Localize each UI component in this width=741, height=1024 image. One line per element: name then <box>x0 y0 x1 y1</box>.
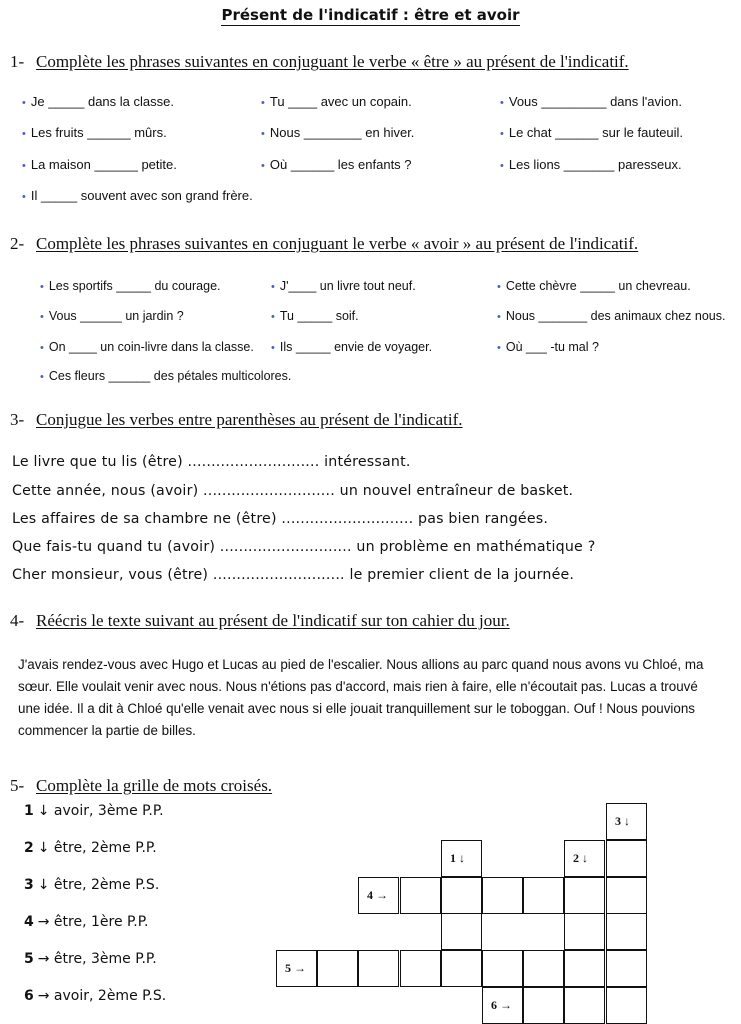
exercise-item: • J'____ un livre tout neuf. <box>271 279 416 293</box>
crossword-cell[interactable] <box>317 950 358 987</box>
crossword-cell[interactable] <box>606 803 647 840</box>
crossword-cell[interactable] <box>441 913 482 950</box>
crossword-cell[interactable] <box>482 877 523 914</box>
crossword-cell-number: 5 → <box>285 961 306 975</box>
crossword-clue: 4 → être, 1ère P.P. <box>24 914 149 930</box>
paragraph-line: une idée. Il a dit à Chloé qu'elle venait avec nous si elle jouait tranquillement sur le toboggan. Ouf ! Nous pouvions <box>18 701 695 716</box>
exercise-item: • Nous ________ en hiver. <box>261 125 415 140</box>
crossword-cell[interactable] <box>564 950 605 987</box>
crossword-cell[interactable] <box>523 877 564 914</box>
exercise-item: • Ils _____ envie de voyager. <box>271 340 433 354</box>
exercise-item: • Les sportifs _____ du courage. <box>40 279 221 293</box>
crossword-cell[interactable] <box>441 877 482 914</box>
crossword-cell[interactable] <box>606 987 647 1024</box>
crossword-clue: 3 ↓ être, 2ème P.S. <box>24 877 160 893</box>
exercise-item: • Ces fleurs ______ des pétales multicolores. <box>40 369 292 383</box>
crossword-clue: 2 ↓ être, 2ème P.P. <box>24 840 157 856</box>
exercise-item: • Le chat ______ sur le fauteuil. <box>500 125 684 140</box>
text-to-rewrite <box>18 654 734 742</box>
crossword-cell[interactable] <box>606 840 647 877</box>
exercise-item: • Les fruits ______ mûrs. <box>22 125 167 140</box>
crossword-cell[interactable] <box>400 950 441 987</box>
crossword-cell[interactable] <box>606 950 647 987</box>
paragraph-line: J'avais rendez-vous avec Hugo et Lucas au pied de l'escalier. Nous allions au parc quand nous avons vu Chloé, ma <box>18 657 704 672</box>
exercise-item: • Tu ____ avec un copain. <box>261 94 412 109</box>
conjugation-line: Cette année, nous (avoir) ............................ un nouvel entraîneur de basket. <box>12 483 574 499</box>
crossword-cell[interactable] <box>564 840 605 877</box>
crossword-cell[interactable] <box>400 877 441 914</box>
crossword-cell[interactable] <box>564 913 605 950</box>
exercise-item: • Vous ______ un jardin ? <box>40 309 184 323</box>
paragraph-line: commencer la partie de billes. <box>18 723 196 738</box>
crossword-clue: 6 → avoir, 2ème P.S. <box>24 988 167 1004</box>
section-5-title: 5- Complète la grille de mots croisés. <box>10 776 273 795</box>
conjugation-line: Les affaires de sa chambre ne (être) ............................ pas bien rangées. <box>12 511 549 527</box>
section-2-title: 2- Complète les phrases suivantes en conjuguant le verbe « avoir » au présent de l'indicatif. <box>10 234 639 253</box>
exercise-item: • Je _____ dans la classe. <box>22 94 174 109</box>
page-title: Présent de l'indicatif : être et avoir <box>221 6 520 24</box>
section-1-title: 1- Complète les phrases suivantes en conjuguant le verbe « être » au présent de l'indicatif. <box>10 52 629 71</box>
crossword-cell-number: 1 ↓ <box>450 851 465 865</box>
crossword-cell[interactable] <box>523 950 564 987</box>
exercise-item: • Vous _________ dans l'avion. <box>500 94 682 109</box>
section-4-title: 4- Réécris le texte suivant au présent de l'indicatif sur ton cahier du jour. <box>10 611 510 630</box>
crossword-cell-number: 6 → <box>491 998 512 1012</box>
crossword-cell[interactable] <box>606 877 647 914</box>
crossword-cell[interactable] <box>606 913 647 950</box>
exercise-item: • Il _____ souvent avec son grand frère. <box>22 188 253 203</box>
crossword-cell-number: 3 ↓ <box>615 814 630 828</box>
paragraph-line: sœur. Elle voulait venir avec nous. Nous n'étions pas d'accord, mais rien à faire, elle n'écoutait pas. Lucas a trouvé <box>18 679 698 694</box>
crossword-cell[interactable] <box>482 950 523 987</box>
crossword-cell[interactable] <box>564 877 605 914</box>
crossword-cell[interactable] <box>358 950 399 987</box>
crossword-cell[interactable] <box>523 987 564 1024</box>
crossword-cell-number: 4 → <box>367 888 388 902</box>
exercise-item: • Tu _____ soif. <box>271 309 359 323</box>
exercise-item: • Cette chèvre _____ un chevreau. <box>497 279 691 293</box>
exercise-item: • Où ______ les enfants ? <box>261 157 412 172</box>
crossword-clue: 5 → être, 3ème P.P. <box>24 951 157 967</box>
crossword-cell-number: 2 ↓ <box>573 851 588 865</box>
exercise-item: • Où ___ -tu mal ? <box>497 340 599 354</box>
crossword-cell[interactable] <box>482 987 523 1024</box>
crossword-cell[interactable] <box>276 950 317 987</box>
exercise-item: • Nous _______ des animaux chez nous. <box>497 309 726 323</box>
exercise-item: • La maison ______ petite. <box>22 157 177 172</box>
crossword-cell[interactable] <box>564 987 605 1024</box>
section-3-title: 3- Conjugue les verbes entre parenthèses au présent de l'indicatif. <box>10 410 463 429</box>
crossword-cell[interactable] <box>441 950 482 987</box>
exercise-item: • On ____ un coin-livre dans la classe. <box>40 340 254 354</box>
crossword-cell[interactable] <box>441 840 482 877</box>
conjugation-line: Le livre que tu lis (être) ............................ intéressant. <box>12 454 411 470</box>
conjugation-line: Que fais-tu quand tu (avoir) ............................ un problème en mathématique ? <box>12 539 596 555</box>
conjugation-line: Cher monsieur, vous (être) ............................ le premier client de la journée. <box>12 567 575 583</box>
crossword-cell[interactable] <box>358 877 399 914</box>
exercise-item: • Les lions _______ paresseux. <box>500 157 682 172</box>
crossword-clue: 1 ↓ avoir, 3ème P.P. <box>24 803 164 819</box>
